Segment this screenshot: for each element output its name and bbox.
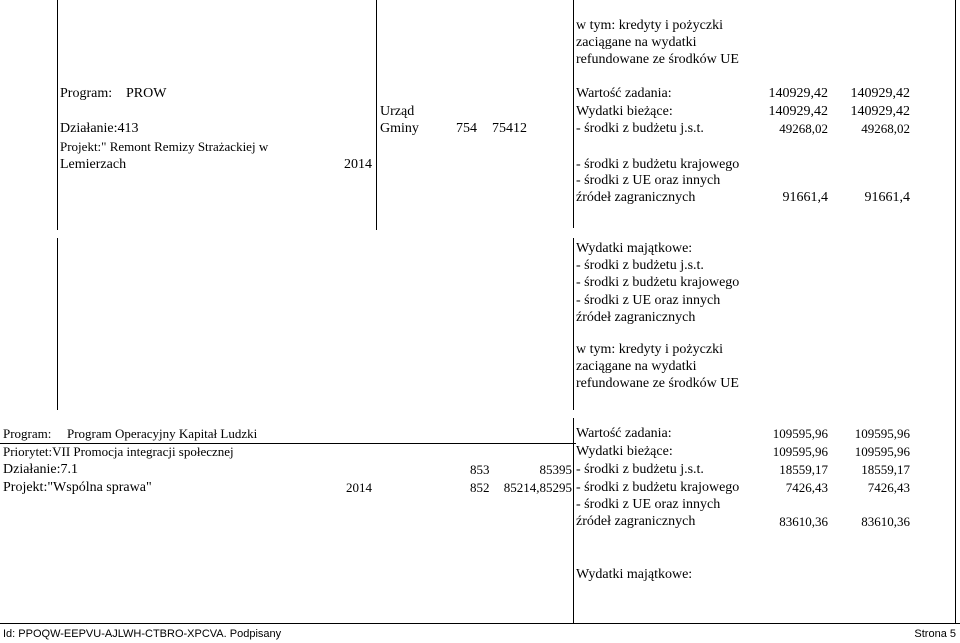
rozdzial-code: 75412 xyxy=(492,121,527,136)
program-value: PROW xyxy=(126,86,167,101)
row-label: - środki z UE oraz innych xyxy=(576,173,721,188)
priorytet-label: Priorytet:VII Promocja integracji społecznej xyxy=(3,444,234,459)
unit-line-1: Urząd xyxy=(380,104,415,119)
row-value-2: 140929,42 xyxy=(850,86,910,101)
row-value-2: 109595,96 xyxy=(854,426,910,441)
projekt-line-2: Lemierzach xyxy=(60,157,127,172)
row-label: Wydatki bieżące: xyxy=(576,104,673,119)
dzial-code: 852 xyxy=(470,480,490,495)
projekt-line-1: Projekt:" Remont Remizy Strażackiej w xyxy=(60,139,269,154)
row-value-1: 83610,36 xyxy=(779,514,828,529)
program-value: Program Operacyjny Kapitał Ludzki xyxy=(67,426,258,441)
credit-note-line-1: w tym: kredyty i pożyczki xyxy=(576,342,723,357)
program-label: Program: xyxy=(3,426,52,441)
column-divider-1 xyxy=(57,0,58,230)
dzial-code: 754 xyxy=(456,121,477,136)
row-value-2: 83610,36 xyxy=(861,514,910,529)
row-label: Wartość zadania: xyxy=(576,86,672,101)
majatkowe-line: - środki z budżetu krajowego xyxy=(576,275,740,290)
credit-note-line-2: zaciągane na wydatki xyxy=(576,35,697,50)
row-label: Wartość zadania: xyxy=(576,426,672,441)
column-divider-1b xyxy=(57,238,58,410)
column-divider-3c xyxy=(573,418,574,623)
row-value-1: 18559,17 xyxy=(779,462,828,477)
row-label: - środki z budżetu j.s.t. xyxy=(576,121,704,136)
page-number: Strona 5 xyxy=(914,628,956,640)
majatkowe-line: - środki z UE oraz innych xyxy=(576,293,721,308)
row-value-1: 49268,02 xyxy=(779,121,828,136)
row-label: - środki z budżetu krajowego xyxy=(576,157,740,172)
document-id: Id: PPOQW-EEPVU-AJLWH-CTBRO-XPCVA. Podpisany xyxy=(3,628,282,640)
row-label: Wydatki bieżące: xyxy=(576,444,673,459)
project-year: 2014 xyxy=(344,157,372,172)
dzialanie-label: Działanie:413 xyxy=(60,121,139,136)
row-value-1: 109595,96 xyxy=(772,444,828,459)
projekt-label: Projekt:"Wspólna sprawa" xyxy=(3,480,152,495)
program-label: Program: xyxy=(60,86,113,101)
majatkowe-heading: Wydatki majątkowe: xyxy=(576,241,693,256)
column-divider-2 xyxy=(376,0,377,230)
majatkowe-line: źródeł zagranicznych xyxy=(576,310,696,325)
row-value-1: 91661,4 xyxy=(782,190,828,205)
footer-divider xyxy=(0,623,960,624)
row-label: - środki z UE oraz innych xyxy=(576,497,721,512)
column-divider-3b xyxy=(573,238,574,410)
row-value-1: 7426,43 xyxy=(785,480,828,495)
row-value-2: 7426,43 xyxy=(867,480,910,495)
row-value-1: 140929,42 xyxy=(768,86,828,101)
column-divider-3 xyxy=(573,0,574,228)
row-value-2: 109595,96 xyxy=(854,444,910,459)
row-value-2: 18559,17 xyxy=(861,462,910,477)
dzial-code: 853 xyxy=(470,462,490,477)
project-year: 2014 xyxy=(346,480,372,495)
unit-line-2: Gminy xyxy=(380,121,419,136)
rozdzial-code: 85395 xyxy=(539,462,572,477)
row-label: - środki z budżetu krajowego xyxy=(576,480,740,495)
credit-note-line-3: refundowane ze środków UE xyxy=(576,52,739,67)
row-value-2: 49268,02 xyxy=(861,121,910,136)
majatkowe-heading: Wydatki majątkowe: xyxy=(576,567,693,582)
rozdzial-code: 85214,85295 xyxy=(503,480,572,495)
row-label: - środki z budżetu j.s.t. xyxy=(576,462,704,477)
row-label: źródeł zagranicznych xyxy=(576,190,696,205)
credit-note-line-2: zaciągane na wydatki xyxy=(576,359,697,374)
dzialanie-label: Działanie:7.1 xyxy=(3,462,79,477)
credit-note-line-3: refundowane ze środków UE xyxy=(576,376,739,391)
row-label: źródeł zagranicznych xyxy=(576,514,696,529)
row-value-1: 140929,42 xyxy=(768,104,828,119)
row-value-1: 109595,96 xyxy=(772,426,828,441)
majatkowe-line: - środki z budżetu j.s.t. xyxy=(576,258,704,273)
credit-note-line-1: w tym: kredyty i pożyczki xyxy=(576,18,723,33)
column-divider-4 xyxy=(955,0,956,623)
row-value-2: 91661,4 xyxy=(864,190,910,205)
row-value-2: 140929,42 xyxy=(850,104,910,119)
